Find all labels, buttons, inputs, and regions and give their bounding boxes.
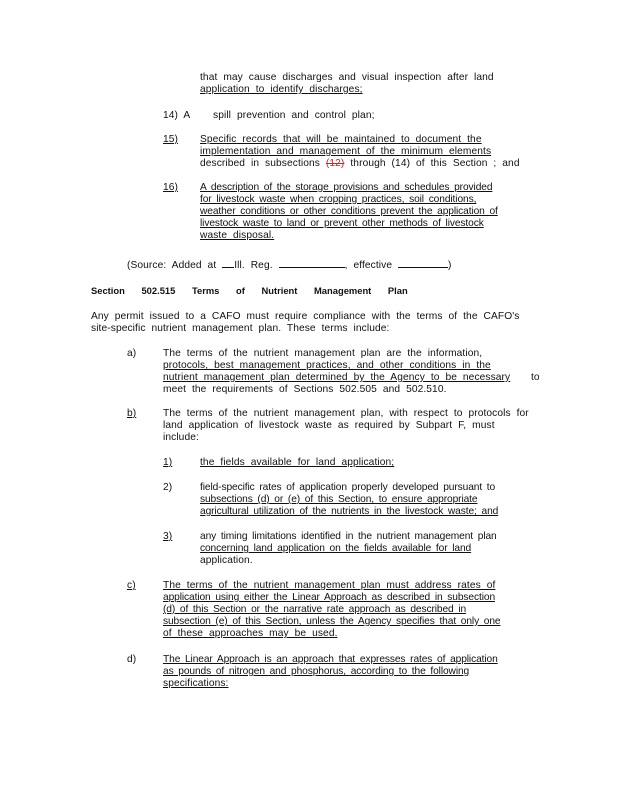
- subsection-b-line-1: The terms of the nutrient management plan, with respect to protocols for: [163, 408, 529, 419]
- item-15-line-3a: described in subsections: [200, 158, 320, 169]
- item-13-line-2: application to identify discharges;: [200, 84, 363, 95]
- subsection-c-line-5: of these approaches may be used.: [163, 628, 338, 639]
- subsection-b-line-3: include:: [163, 432, 199, 443]
- subsection-d-label: d): [127, 654, 137, 665]
- subsection-c-label: c): [127, 580, 136, 591]
- item-16-line-2: for livestock waste when cropping practices, soil conditions,: [200, 194, 477, 205]
- subsection-a-line-2: protocols, best management practices, and other conditions in the: [163, 360, 491, 371]
- subsection-d-line-3: specifications:: [163, 678, 229, 689]
- item-b1-number: 1): [163, 457, 173, 468]
- subsection-c-line-4: subsection (e) of this Section, unless the Agency specifies that only one: [163, 616, 501, 627]
- item-14-text: spill prevention and control plan;: [213, 110, 375, 121]
- item-16-line-1: A description of the storage provisions and schedules provided: [200, 182, 493, 193]
- source-part-d: ): [448, 260, 452, 271]
- item-b3-line-2: concerning land application on the fields available for land: [200, 543, 472, 554]
- item-16-line-3: weather conditions or other conditions prevent the application of: [200, 206, 498, 217]
- item-15-line-2: implementation and management of the minimum elements: [200, 146, 492, 157]
- subsection-c-line-3: (d) of this Section or the narrative rate approach as described in: [163, 604, 467, 615]
- subsection-c-line-2: application using either the Linear Approach as described in subsection: [163, 592, 496, 603]
- item-b2-line-1: field-specific rates of application properly developed pursuant to: [200, 482, 496, 493]
- subsection-d-line-1: The Linear Approach is an approach that expresses rates of application: [163, 654, 498, 665]
- item-16-number: 16): [163, 182, 179, 193]
- deleted-subsection-ref: (12): [325, 158, 345, 169]
- subsection-a-line-3-end: to: [531, 372, 540, 383]
- source-part-b: Ill. Reg.: [234, 260, 273, 271]
- item-b2-number: 2): [163, 482, 173, 493]
- item-14-number: 14) A: [163, 110, 191, 121]
- item-15-number: 15): [163, 134, 179, 145]
- subsection-a-line-1: The terms of the nutrient management plan are the information,: [163, 348, 483, 359]
- subsection-a-label: a): [127, 348, 137, 359]
- item-15-line-1: Specific records that will be maintained to document the: [200, 134, 482, 145]
- intro-line-2: site-specific nutrient management plan. These terms include:: [91, 323, 390, 334]
- source-part-a: (Source: Added at: [127, 260, 217, 271]
- section-heading: Section 502.515 Terms of Nutrient Management Plan: [91, 285, 408, 296]
- source-blank-date: [398, 258, 448, 268]
- item-b3-number: 3): [163, 531, 173, 542]
- item-16-line-4: livestock waste to land or prevent other methods of livestock: [200, 218, 484, 229]
- subsection-a-line-3: nutrient management plan determined by the Agency to be necessary: [163, 372, 511, 383]
- item-b2-line-3: agricultural utilization of the nutrients in the livestock waste; and: [200, 506, 499, 517]
- source-part-c: , effective: [344, 260, 393, 271]
- subsection-c-line-1: The terms of the nutrient management plan must address rates of: [163, 580, 496, 591]
- source-blank-page: [279, 258, 345, 268]
- source-blank-volume: [222, 258, 234, 268]
- item-13-line-1: that may cause discharges and visual inspection after land: [200, 72, 494, 83]
- item-b1-text: the fields available for land application;: [200, 457, 395, 468]
- item-b3-line-3: application.: [200, 555, 253, 566]
- subsection-b-line-2: land application of livestock waste as required by Subpart F, must: [163, 420, 495, 431]
- item-15-line-3b: through (14) of this Section ; and: [350, 158, 520, 169]
- source-note: [127, 258, 452, 272]
- subsection-b-label: b): [127, 408, 137, 419]
- item-b2-line-2: subsections (d) or (e) of this Section, to ensure appropriate: [200, 494, 478, 505]
- item-16-line-5: waste disposal.: [200, 230, 275, 241]
- item-b3-line-1: any timing limitations identified in the nutrient management plan: [200, 531, 497, 542]
- intro-line-1: Any permit issued to a CAFO must require compliance with the terms of the CAFO's: [91, 311, 520, 322]
- subsection-d-line-2: as pounds of nitrogen and phosphorus, according to the following: [163, 666, 470, 677]
- subsection-a-line-4: meet the requirements of Sections 502.505 and 502.510.: [163, 384, 447, 395]
- item-15-line-3: [200, 158, 520, 170]
